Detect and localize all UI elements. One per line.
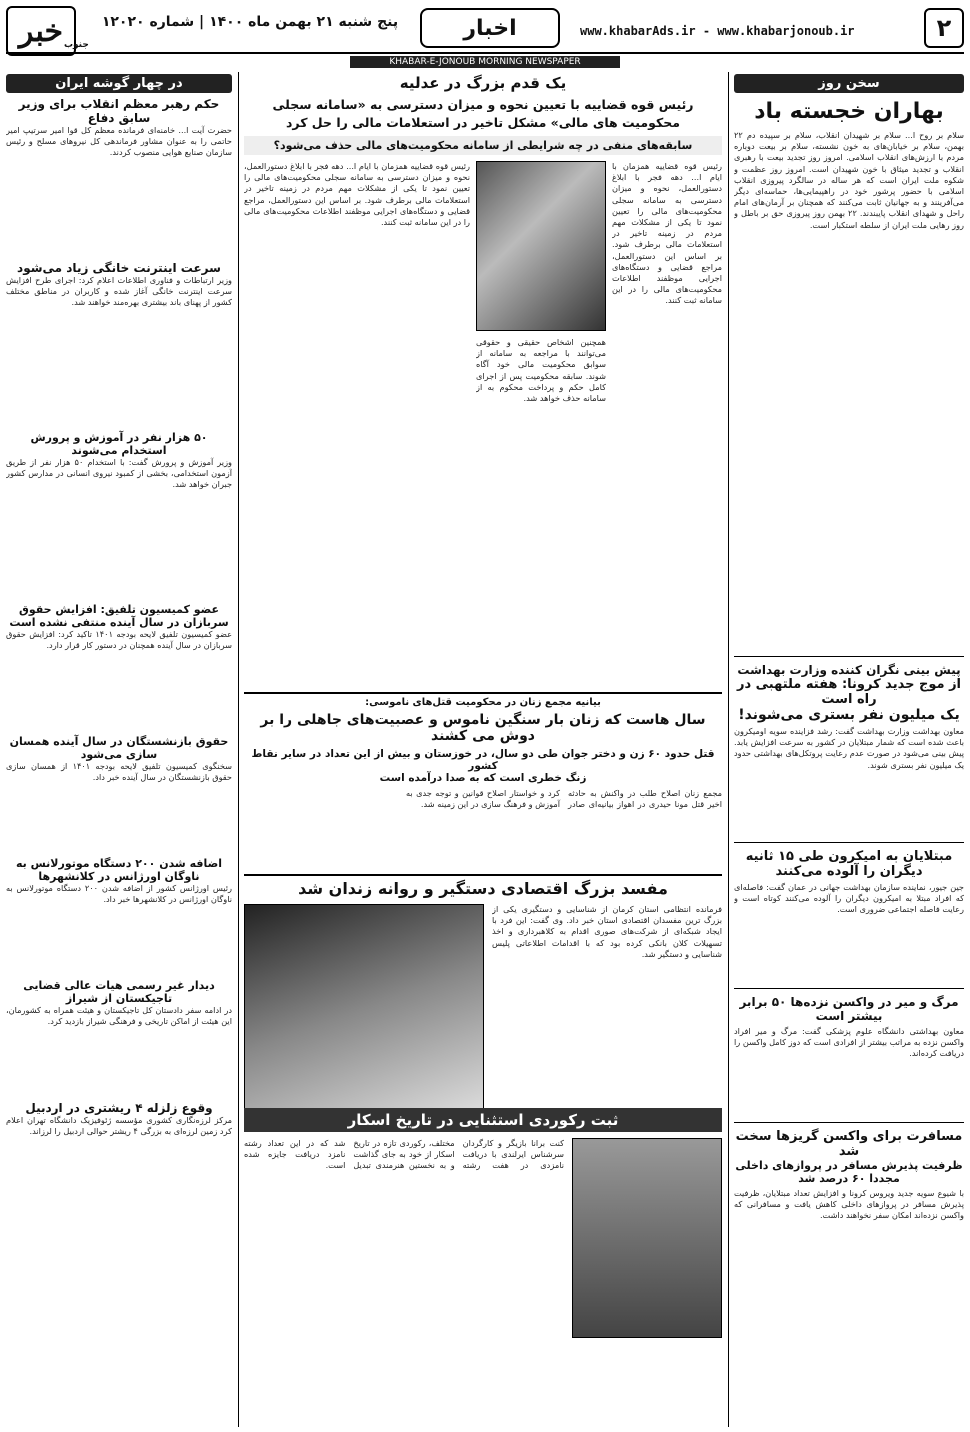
story-headline: سرعت اینترنت خانگی زیاد می‌شود [17,261,221,275]
story-kicker: پیش بینی نگران کننده وزارت بهداشت [737,663,961,677]
judiciary-story [244,74,722,701]
story-headline: وقوع زلزله ۴ ریشتری در اردبیل [25,1101,213,1115]
judiciary-chief-photo [476,161,606,331]
column-divider [728,72,729,1427]
story-body: وزیر ارتباطات و فناوری اطلاعات اعلام کرد: اجرای طرح افزایش سرعت اینترنت خانگی آغاز شده و کاربران در مناطق مختلف کشور از پهنای باند بیشتری بهره‌مند خواهند شد. [6,275,232,308]
story-headline: حکم رهبر معظم انقلاب برای وزیر سابق دفاع [18,97,220,125]
story-kicker: یک قدم بزرگ در عدلیه [399,74,567,92]
corruption-arrest-story [244,874,722,1114]
story-body: با شیوع سویه جدید ویروس کرونا و افزایش تعداد مبتلایان، ظرفیت پذیرش مسافر در پروازهای داخلی کاهش یافت و مسافرانی که واکسن نزده‌اند امکان سفر نخواهند داشت. [734,1188,964,1221]
story-subhead: قتل حدود ۶۰ زن و دختر جوان طی دو سال، در خوزستان و بیش از این تعداد در سایر نقاط کشور [251,748,715,772]
story-headline: دیدار غیر رسمی هیات عالی قضایی تاجیکستان از شیراز [23,979,215,1005]
womens-assembly-story [244,692,722,898]
story-body: معاون بهداشت وزارت بهداشت گفت: رشد فزاینده سویه اومیکرون باعث شده است که شمار مبتلایان در کشور به سرعت افزایش یابد. پیش بینی می‌شود در صورت عدم رعایت پروتکل‌های بهداشتی حدود یک میلیون نفر بستری شوند. [734,726,964,770]
page-number: ۲ [924,8,964,48]
story-headline: مسافرت برای واکسن گریزها سخت شد [735,1129,963,1159]
story-body: وزیر آموزش و پرورش گفت: با استخدام ۵۰ هزار نفر از طریق آزمون استخدامی، بخشی از کمبود نیروی انسانی در مدارس کشور جبران خواهد شد. [6,457,232,490]
story-body: مرکز لرزه‌نگاری کشوری مؤسسه ژئوفیزیک دانشگاه تهران اعلام کرد زمین لرزه‌ای به بزرگی ۴ ریشتر حوالی اردبیل را لرزاند. [6,1115,232,1137]
right-column [734,74,964,1388]
masthead [0,0,970,68]
story-subhead: زنگ خطری است که به صدا درآمده است [379,772,587,784]
story-headline: عضو کمیسیون تلفیق: افزایش حقوق سربازان در سال آینده منتفی نشده است [9,603,229,629]
story-headline: حقوق بازنشستگان در سال آینده همسان سازی می‌شود [9,735,229,761]
story-body: عضو کمیسیون تلفیق لایحه بودجه ۱۴۰۱ تاکید کرد: افزایش حقوق سربازان در سال آینده همچنان در دستور کار قرار دارد. [6,629,232,651]
handcuffs-photo [244,904,484,1114]
story-subhead: یک میلیون نفر بستری می‌شوند! [738,707,960,723]
story-body: کنت برانا بازیگر و کارگردان سرشناس ایرلندی با دریافت نامزدی در هفت رشته مختلف، رکوردی تازه در تاریخ اسکار از خود به جای گذاشت و به نخستین هنرمندی تبدیل شد که در این تعداد رشته نامزد دریافت جایزه شده است. [244,1138,564,1171]
story-headline: از موج جدید کرونا: هفته ملتهبی در راه است [736,677,962,707]
story-body: جین جیور، نماینده سازمان بهداشت جهانی در عمان گفت: فاصله‌ای که افراد مبتلا به امیکرون دیگران را آلوده می‌کنند کوتاه است و رعایت فاصله اجتماعی ضروری است. [734,882,964,915]
column-tag: سخن روز [734,74,964,93]
story-subhead: سابقه‌های منفی در چه شرایطی از سامانه محکومیت‌های مالی حذف می‌شود؟ [244,136,722,155]
story-subhead: دیگران را آلوده می‌کنند [775,864,923,879]
left-column [6,74,232,1185]
story-headline: مفسد بزرگ اقتصادی دستگیر و روانه زندان شد [298,879,668,898]
story-body: معاون بهداشتی دانشگاه علوم پزشکی گفت: مرگ و میر افراد واکسن نزده به مراتب بیشتر از افرادی است که دوز کامل واکسن را دریافت کرده‌اند. [734,1026,964,1059]
section-title: اخبار [420,8,560,48]
story-body: رئیس اورژانس کشور از اضافه شدن ۲۰۰ دستگاه موتورلانس به ناوگان اورژانس در کلانشهرها خبر داد. [6,883,232,905]
oscar-story [244,1108,722,1432]
newspaper-logo: خبر [6,6,76,56]
story-headline: مبتلایان به امیکرون طی ۱۵ ثانیه [745,849,953,864]
banner-strip: KHABAR-E-JONOUB MORNING NEWSPAPER [350,56,620,68]
divider [734,656,964,657]
divider [734,842,964,843]
story-headline: ۵۰ هزار نفر در آموزش و پرورش استخدام می‌شوند [30,431,208,457]
divider [244,692,722,694]
story-headline: رئیس قوه قضاییه با تعیین نحوه و میزان دسترسی به «سامانه سجلی محکومیت های مالی» مشکل تاخیر در استعلامات مالی را حل کرد [272,97,694,130]
story-body: سخنگوی کمیسیون تلفیق لایحه بودجه ۱۴۰۱ از همسان سازی حقوق بازنشستگان در سال آینده خبر داد. [6,761,232,783]
kenneth-branagh-photo [572,1138,722,1338]
divider [734,1122,964,1123]
website-urls: www.khabarAds.ir - www.khabarjonoub.ir [580,24,855,38]
story-body: حضرت آیت ا... خامنه‌ای فرمانده معظم کل قوا امیر سرتیپ امیر حاتمی را به عنوان مشاور فرماندهی کل نیروهای مسلح و رئیس سازمان صنایع هوایی منصوب کردند. [6,125,232,158]
story-body: همچنین اشخاص حقیقی و حقوقی می‌توانند با مراجعه به سامانه از سوابق محکومیت مالی خود آگاه شوند. سابقه محکومیت پس از اجرای کامل حکم و پرداخت محکوم به از سامانه حذف خواهد شد. [476,337,606,404]
story-headline: سال هاست که زنان بار سنگین ناموس و عصبیت‌های جاهلی را بر دوش می کشند [260,712,706,744]
editorial-headline: بهاران خجسته باد [754,99,944,124]
divider [734,988,964,989]
story-subhead: ظرفیت پذیرش مسافر در پروازهای داخلی مجددا ۶۰ درصد شد [735,1159,963,1185]
story-body: در ادامه سفر دادستان کل تاجیکستان و هیئت همراه به کشورمان، این هیئت از اماکن تاریخی و فرهنگی شیراز بازدید کرد. [6,1005,232,1027]
header-rule [6,52,964,54]
column-tag: در چهار گوشه ایران [6,74,232,93]
story-headline: اضافه شدن ۲۰۰ دستگاه موتورلانس به ناوگان اورژانس در کلانشهرها [16,857,222,883]
column-divider [238,72,239,1427]
story-body: رئیس قوه قضاییه همزمان با ایام ا... دهه فجر با ابلاغ دستورالعمل، نحوه و میزان دسترسی به سامانه سجلی محکومیت‌های مالی را تعیین نمود تا یکی از مشکلات مهم مردم در زمینه تاخیر در استعلامات مالی برطرف شود. بر اساس این دستورالعمل، مراجع قضایی و دستگاه‌های اجرایی موظفند اطلاعات محکومیت‌های مالی را در این سامانه ثبت کنند. [244,161,470,228]
story-headline: مرگ و میر در واکسن نزده‌ها ۵۰ برابر بیشتر است [739,995,959,1023]
divider [244,874,722,876]
story-headline: ثبت رکوردی استثنایی در تاریخ اسکار [244,1108,722,1132]
story-body: رئیس قوه قضاییه همزمان با ایام ا... دهه فجر با ابلاغ دستورالعمل، نحوه و میزان دسترسی به سامانه سجلی محکومیت‌های مالی را تعیین نمود تا یکی از مشکلات مهم مردم در زمینه تاخیر در استعلامات مالی برطرف شود. بر اساس این دستورالعمل، مراجع قضایی و دستگاه‌های اجرایی موظفند اطلاعات محکومیت‌های مالی را در این سامانه ثبت کنند. [612,161,722,306]
story-kicker: بیانیه مجمع زنان در محکومیت قتل‌های ناموسی: [365,697,601,708]
editorial-body: سلام بر روح ا... سلام بر شهیدان انقلاب، سلام بر سپیده دم ۲۲ بهمن، سلام بر خیابان‌های به خون نشسته، سلام بر بیعت دوباره مردم با ارزش‌های انقلاب اسلامی. امروز روز تجدید بیعت با رهبری انقلاب و تجدید میثاق با خون شهیدان است. امروز روز عظمت و شکوه ملت ایران است که هر ساله در سالگرد پیروزی انقلاب اسلامی با حضور پرشور خود در راهپیمایی‌ها، حماسه‌ای دیگر می‌آفرینند و به جهانیان ثابت می‌کنند که همچنان بر آرمان‌های امام راحل و شهدای انقلاب پایبندند. ۲۲ بهمن روز پیروزی حق بر باطل و روز رهایی ملت ایران از سلطه استکبار است. [734,130,964,230]
story-body: مجمع زنان اصلاح طلب در واکنش به حادثه اخیر قتل مونا حیدری در اهواز بیانیه‌ای صادر کرد و خواستار اصلاح قوانین و توجه جدی به آموزش و فرهنگ سازی در این زمینه شد. [406,788,722,810]
story-body: فرمانده انتظامی استان کرمان از شناسایی و دستگیری یکی از بزرگ ترین مفسدان اقتصادی استان خبر داد. وی گفت: این فرد با ایجاد شبکه‌ای از شرکت‌های صوری اقدام به کلاهبرداری و اخذ تسهیلات کلان بانکی کرده بود که با اقدامات اطلاعاتی پلیس شناسایی و دستگیر شد. [492,904,722,959]
logo-sub: جنوب [64,40,89,50]
issue-date: پنج شنبه ۲۱ بهمن ماه ۱۴۰۰ | شماره ۱۲۰۲۰ [101,14,399,30]
